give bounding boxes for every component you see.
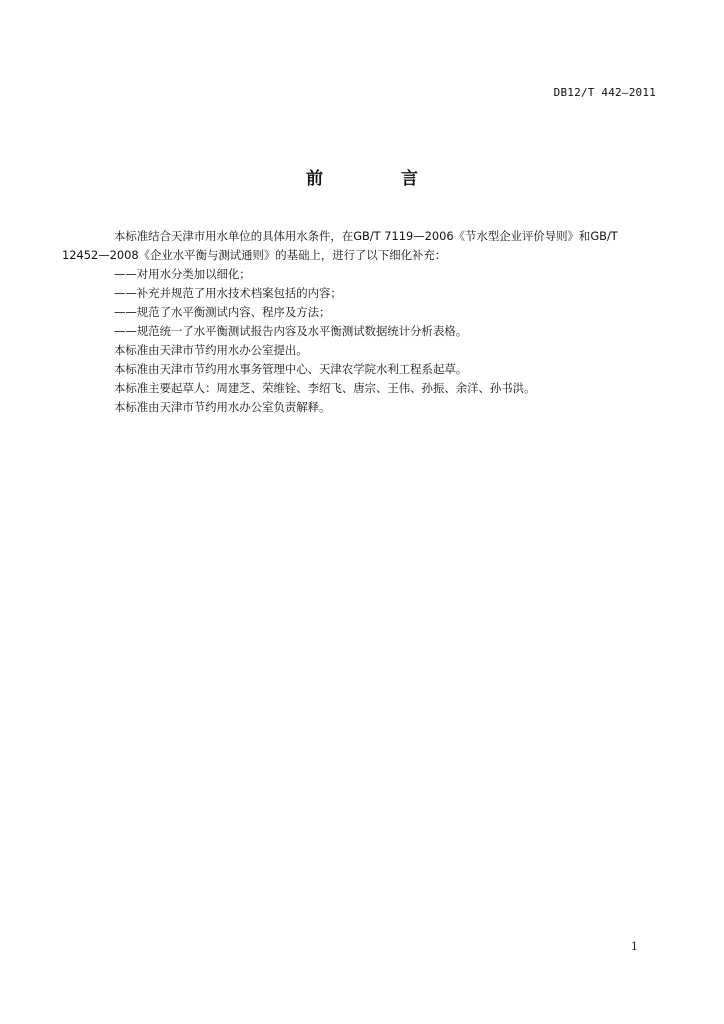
list-item-2: ——补充并规范了用水技术档案包括的内容； [114,286,342,300]
foreword-body [62,227,658,417]
drafters-paragraph: 本标准主要起草人：周建芝、荣维铨、李绍飞、唐宗、王伟、孙振、余洋、孙书洪。 [114,381,536,395]
list-item-1: ——对用水分类加以细化； [114,267,251,281]
page-title: 前 言 [306,169,454,189]
intro-paragraph-line-2: 12452—2008《企业水平衡与测试通则》的基础上，进行了以下细化补充： [62,248,447,262]
proposed-by-paragraph: 本标准由天津市节约用水办公室提出。 [114,343,308,357]
document-code: DB12/T 442—2011 [553,86,656,99]
interpreted-by-paragraph: 本标准由天津市节约用水办公室负责解释。 [114,400,331,414]
drafted-by-paragraph: 本标准由天津市节约用水事务管理中心、天津农学院水利工程系起草。 [114,362,468,376]
list-item-3: ——规范了水平衡测试内容、程序及方法； [114,305,331,319]
list-item-4: ——规范统一了水平衡测试报告内容及水平衡测试数据统计分析表格。 [114,324,468,338]
intro-paragraph-line-1: 本标准结合天津市用水单位的具体用水条件，在GB/T 7119—2006《节水型企业评价导则》和GB/T [114,229,618,243]
page-number: 1 [631,940,638,953]
